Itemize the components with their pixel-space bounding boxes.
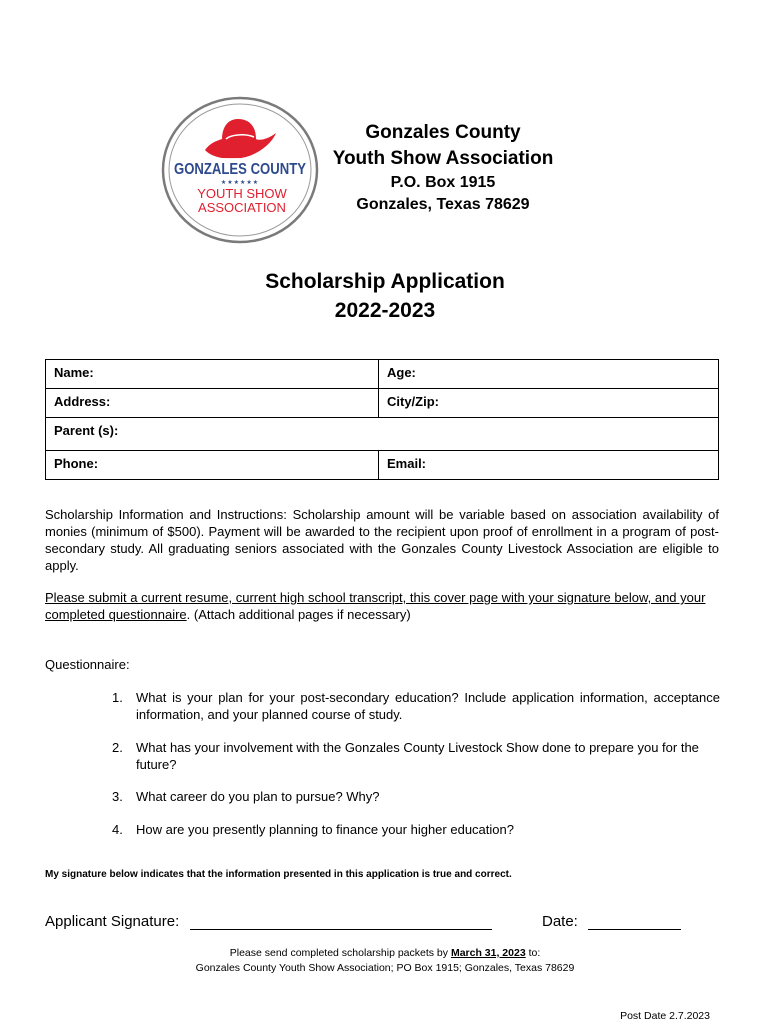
email-label: Email: bbox=[387, 456, 427, 471]
question-number: 3. bbox=[112, 789, 123, 804]
city-zip-label: City/Zip: bbox=[387, 394, 439, 409]
question-text: What has your involvement with the Gonzales County Livestock Show done to prepare you for the future? bbox=[136, 740, 699, 772]
question-text: What is your plan for your post-secondary education? Include application information, acceptance information, and your planned course of study. bbox=[136, 690, 720, 722]
name-field[interactable] bbox=[46, 360, 379, 389]
question-number: 4. bbox=[112, 822, 123, 837]
city-zip-field[interactable] bbox=[379, 389, 719, 418]
submit-note-underlined: Please submit a current resume, current high school transcript, this cover page with your signature below, and your completed questionnaire bbox=[45, 590, 706, 622]
deadline-date: March 31, 2023 bbox=[450, 947, 526, 959]
page-subtitle-year: 2022-2023 bbox=[334, 299, 436, 322]
logo-stars: ★★★★★★ bbox=[220, 179, 260, 186]
logo-line1: GONZALES COUNTY bbox=[174, 161, 307, 178]
post-date: Post Date 2.7.2023 bbox=[620, 1010, 710, 1022]
footer-line1-pre: Please send completed scholarship packets by bbox=[229, 947, 451, 959]
age-label: Age: bbox=[387, 365, 416, 380]
name-label: Name: bbox=[54, 365, 94, 380]
page-title: Scholarship Application bbox=[265, 270, 505, 293]
submit-note bbox=[45, 589, 719, 623]
parents-label: Parent (s): bbox=[54, 423, 119, 438]
question-item bbox=[112, 821, 720, 838]
phone-label: Phone: bbox=[54, 456, 99, 471]
org-name-line2: Youth Show Association bbox=[332, 148, 554, 169]
phone-field[interactable] bbox=[46, 451, 379, 480]
question-number: 1. bbox=[112, 690, 123, 705]
address-label: Address: bbox=[54, 394, 111, 409]
submit-note-rest: . (Attach additional pages if necessary) bbox=[186, 607, 411, 622]
question-text: What career do you plan to pursue? Why? bbox=[136, 789, 380, 804]
address-field[interactable] bbox=[46, 389, 379, 418]
age-field[interactable] bbox=[379, 360, 719, 389]
footer-line1-post: to: bbox=[525, 947, 541, 959]
applicant-signature-label: Applicant Signature: bbox=[45, 913, 180, 930]
applicant-info-table bbox=[45, 359, 719, 480]
parents-field[interactable] bbox=[46, 418, 719, 451]
instructions-paragraph: Scholarship Information and Instructions: Scholarship amount will be variable based on association availability of monies (minimum of $500). Payment will be awarded to the recipient upon proof of enrollment in a program of post-secondary study. All graduating seniors associated with the Gonzales County Livestock Association are eligible to apply. bbox=[45, 507, 719, 573]
question-text: How are you presently planning to finance your higher education? bbox=[136, 822, 514, 837]
question-item bbox=[112, 739, 720, 773]
footer-mailing-address: Gonzales County Youth Show Association; PO Box 1915; Gonzales, Texas 78629 bbox=[195, 962, 575, 974]
org-address-line1: P.O. Box 1915 bbox=[390, 174, 496, 191]
logo-line2: YOUTH SHOW bbox=[197, 186, 287, 201]
question-item bbox=[112, 689, 720, 723]
date-label: Date: bbox=[542, 913, 578, 930]
logo-line3: ASSOCIATION bbox=[198, 200, 286, 215]
date-line[interactable] bbox=[588, 929, 681, 930]
certification-statement: My signature below indicates that the information presented in this application is true and correct. bbox=[45, 869, 512, 880]
org-address-line2: Gonzales, Texas 78629 bbox=[356, 196, 530, 213]
footer-line1 bbox=[0, 947, 770, 959]
question-item bbox=[112, 788, 720, 805]
association-logo bbox=[160, 95, 320, 245]
applicant-signature-line[interactable] bbox=[190, 929, 492, 930]
question-number: 2. bbox=[112, 740, 123, 755]
email-field[interactable] bbox=[379, 451, 719, 480]
questionnaire-heading: Questionnaire: bbox=[45, 657, 130, 672]
org-name-line1: Gonzales County bbox=[365, 122, 521, 143]
